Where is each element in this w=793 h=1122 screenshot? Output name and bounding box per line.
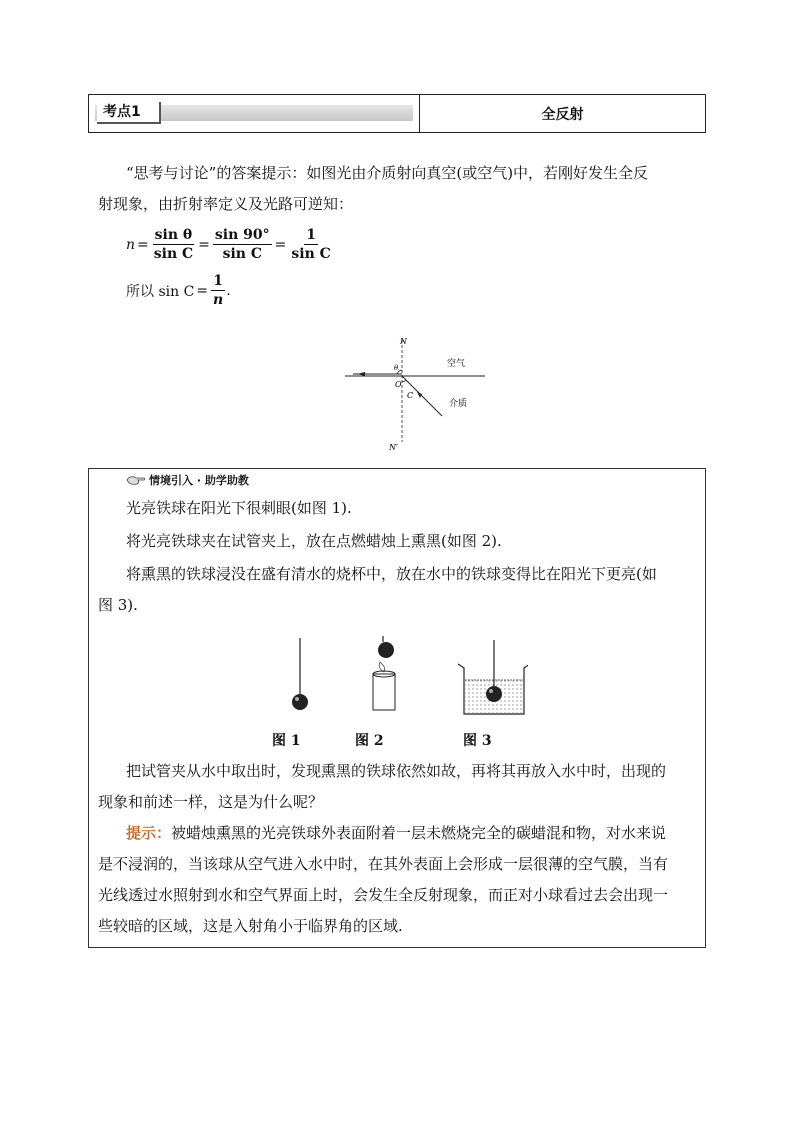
conclusion-num: 1 [213, 273, 223, 289]
label-n-prime: N′ [389, 443, 398, 452]
fig1-ball [292, 694, 308, 710]
conclusion-suffix: . [226, 282, 231, 299]
fraction-3 [289, 226, 332, 263]
section-tag-cell [89, 95, 420, 132]
section-title: 全反射 [541, 106, 584, 123]
fig3-caption: 图 3 [463, 733, 492, 749]
pointing-hand-icon [126, 474, 146, 486]
box-line-1: 光亮铁球在阳光下很刺眼(如图 1). [126, 499, 352, 517]
fraction-1 [152, 226, 195, 263]
question-line-1: 把试管夹从水中取出时，发现熏黑的铁球依然如故，再将其再放入水中时，出现的 [126, 762, 667, 780]
fig1-highlight [295, 697, 299, 701]
fraction-1-num: sin θ [154, 227, 193, 243]
label-c: C [407, 391, 414, 400]
formula-lhs: n [126, 236, 136, 253]
arrow-left-icon [357, 372, 365, 376]
answer-line-3: 光线透过水照射到水和空气界面上时，会发生全反射现象，而正对小球看过去会出现一 [98, 886, 669, 904]
question-line-2: 现象和前述一样，这是为什么呢？ [98, 793, 324, 811]
angle-c-arc [402, 380, 406, 382]
conclusion-den: n [213, 292, 224, 308]
intro-line-2: 射现象，由折射率定义及光路可逆知： [98, 195, 354, 213]
label-theta: θ [394, 364, 399, 372]
label-medium: 介质 [449, 399, 468, 409]
fraction-2-num: sin 90° [214, 227, 270, 243]
conclusion-formula: 所以 sin C = $\frac{1}{n}$ . [126, 273, 231, 308]
conclusion-fraction [211, 272, 225, 309]
fraction-2-den: sin C [222, 246, 262, 262]
fig2-ball [378, 642, 394, 658]
fig2-flame [379, 662, 385, 672]
fig3-ball [486, 686, 502, 702]
intro-line-1: “思考与讨论”的答案提示：如图光由介质射向真空(或空气)中，若刚好发生全反 [126, 164, 649, 182]
fraction-2 [213, 226, 272, 263]
tag-label: 考点1 [97, 102, 161, 124]
fig3-highlight [489, 689, 493, 693]
fraction-3-num: 1 [306, 227, 316, 243]
box-line-2: 将光亮铁球夹在试管夹上，放在点燃蜡烛上熏黑(如图 2). [126, 532, 502, 550]
answer-line-1 [126, 818, 706, 849]
context-box-tag [126, 472, 249, 488]
context-box-tag-label: 情境引入 · 助学助教 [149, 474, 249, 487]
label-n: N [400, 337, 407, 346]
fig2-caption: 图 2 [355, 733, 384, 749]
refraction-formula: n = $\frac{\text{sin θ}}{\text{sin C}}$ = $\frac{\sin 90^\circ}{\text{sin C}}$ = $\frac{1}{\text{sin C}}$ [126, 227, 331, 262]
answer-line-2: 是不浸润的，当该球从空气进入水中时，在其外表面上会形成一层很薄的空气膜，当有 [98, 855, 669, 873]
conclusion-prefix: 所以 sin C [126, 283, 195, 300]
box-line-3: 将熏黑的铁球浸没在盛有清水的烧杯中，放在水中的铁球变得比在阳光下更亮(如 [126, 565, 657, 583]
answer-line-4: 些较暗的区域，这是入射角小于临界角的区域. [98, 917, 403, 935]
fraction-3-den: sin C [291, 246, 331, 262]
fig1-caption: 图 1 [272, 733, 301, 749]
box-line-4: 图 3). [98, 596, 138, 614]
optics-diagram [345, 330, 485, 454]
section-tag [95, 102, 413, 124]
experiment-figures [268, 636, 528, 718]
hint-label: 提示： [126, 824, 172, 842]
answer-text-1: 被蜡烛熏黑的光亮铁球外表面附着一层未燃烧完全的碳蜡混和物，对水来说 [171, 824, 667, 842]
label-air: 空气 [447, 359, 466, 369]
label-o: O [395, 380, 402, 389]
fig2-candle [373, 674, 395, 710]
fraction-1-den: sin C [153, 246, 194, 262]
section-header [88, 94, 706, 133]
